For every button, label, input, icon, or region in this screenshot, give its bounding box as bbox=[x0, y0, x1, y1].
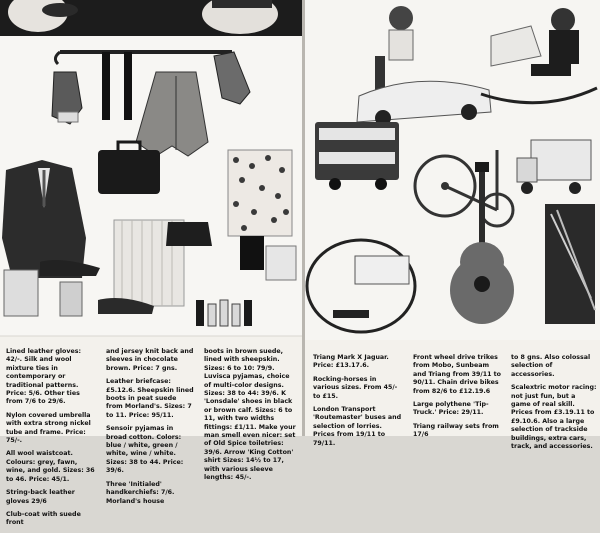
right-page bbox=[305, 0, 600, 451]
paragraph: Scalextric motor racing: not just fun, but a game of real skill. Prices from £3.19.11 to £9.10.6. Also a large selection of trackside buildings, extra cars, track, and accessories. bbox=[511, 384, 597, 451]
right-text-column-3 bbox=[511, 354, 597, 456]
paragraph: Club-coat with suede front bbox=[6, 510, 81, 527]
paragraph: and jersey knit back and sleeves in chocolate brown. Price: 7 gns. bbox=[106, 348, 194, 372]
paragraph: London Transport 'Routemaster' buses and selection of lorries. Prices from 19/11 to 79/11. bbox=[313, 406, 402, 447]
paragraph: Leather briefcase: £5.12.6. Sheepskin lined boots in peat suede from Morland's. Sizes: 7 to 11. Price: 95/11. bbox=[106, 378, 194, 419]
paragraph: Front wheel drive trikes from Mobo, Sunbeam and Triang from 39/11 to 90/11. Chain drive bikes from 82/6 to £12.19.6 bbox=[413, 354, 502, 395]
paragraph: All wool waistcoat. Colours: grey, fawn, wine, and gold. Sizes: 36 to 46. Price: 45/1. bbox=[6, 450, 95, 483]
paragraph: Nylon covered umbrella with extra strong nickel tube and frame. Price: 75/-. bbox=[6, 411, 91, 445]
right-text-column-2 bbox=[413, 354, 501, 445]
paragraph: Large polythene 'Tip-Truck.' Price: 29/11. bbox=[413, 401, 489, 417]
left-text-column-1 bbox=[6, 348, 96, 533]
right-text-column-1 bbox=[313, 354, 403, 453]
left-text-column-2 bbox=[106, 348, 194, 511]
paragraph: Triang Mark X Jaguar. Price: £13.17.6. bbox=[313, 354, 389, 370]
left-text-column-3 bbox=[204, 348, 296, 488]
paragraph: Triang railway sets from 17/6 bbox=[413, 422, 499, 439]
paragraph: to 8 gns. Also colossal selection of accessories. bbox=[511, 354, 591, 378]
left-page bbox=[0, 0, 302, 527]
left-text-block bbox=[6, 348, 298, 527]
paragraph: Sensoir pyjamas in broad cotton. Colors: blue / white, green / white, wine / white. Sizes: 38 to 44. Price: 39/6. bbox=[106, 425, 184, 475]
paragraph: boots in brown suede, lined with sheepskin. Sizes: 6 to 10: 79/9. Luvisca pyjamas, choice of multi-color designs. Sizes: 38 to 44: 39/6. K 'Lonsdale' shoes in black or brown calf. Sizes: 6 to 11, with two widths fittings: £1/11. Make your man smell even nicer: set of Old Spice toiletries: 39/6. Arrow 'King Cotton' shirt Sizes: 14½ to 17, with various sleeve lengths: 45/-. bbox=[204, 348, 296, 482]
paragraph: Lined leather gloves: 42/-. Silk and wool mixture ties in contemporary or traditional patterns. Price: 5/6. Other ties from 7/6 to 29/6. bbox=[6, 348, 81, 406]
right-text-block bbox=[313, 354, 597, 451]
paragraph: Rocking-horses in various sizes. From 45/- to £15. bbox=[313, 375, 398, 400]
paragraph: String-back leather gloves 29/6 bbox=[6, 489, 75, 505]
paragraph: Three 'Initialed' handkerchiefs: 7/6. Morland's house bbox=[106, 480, 175, 505]
